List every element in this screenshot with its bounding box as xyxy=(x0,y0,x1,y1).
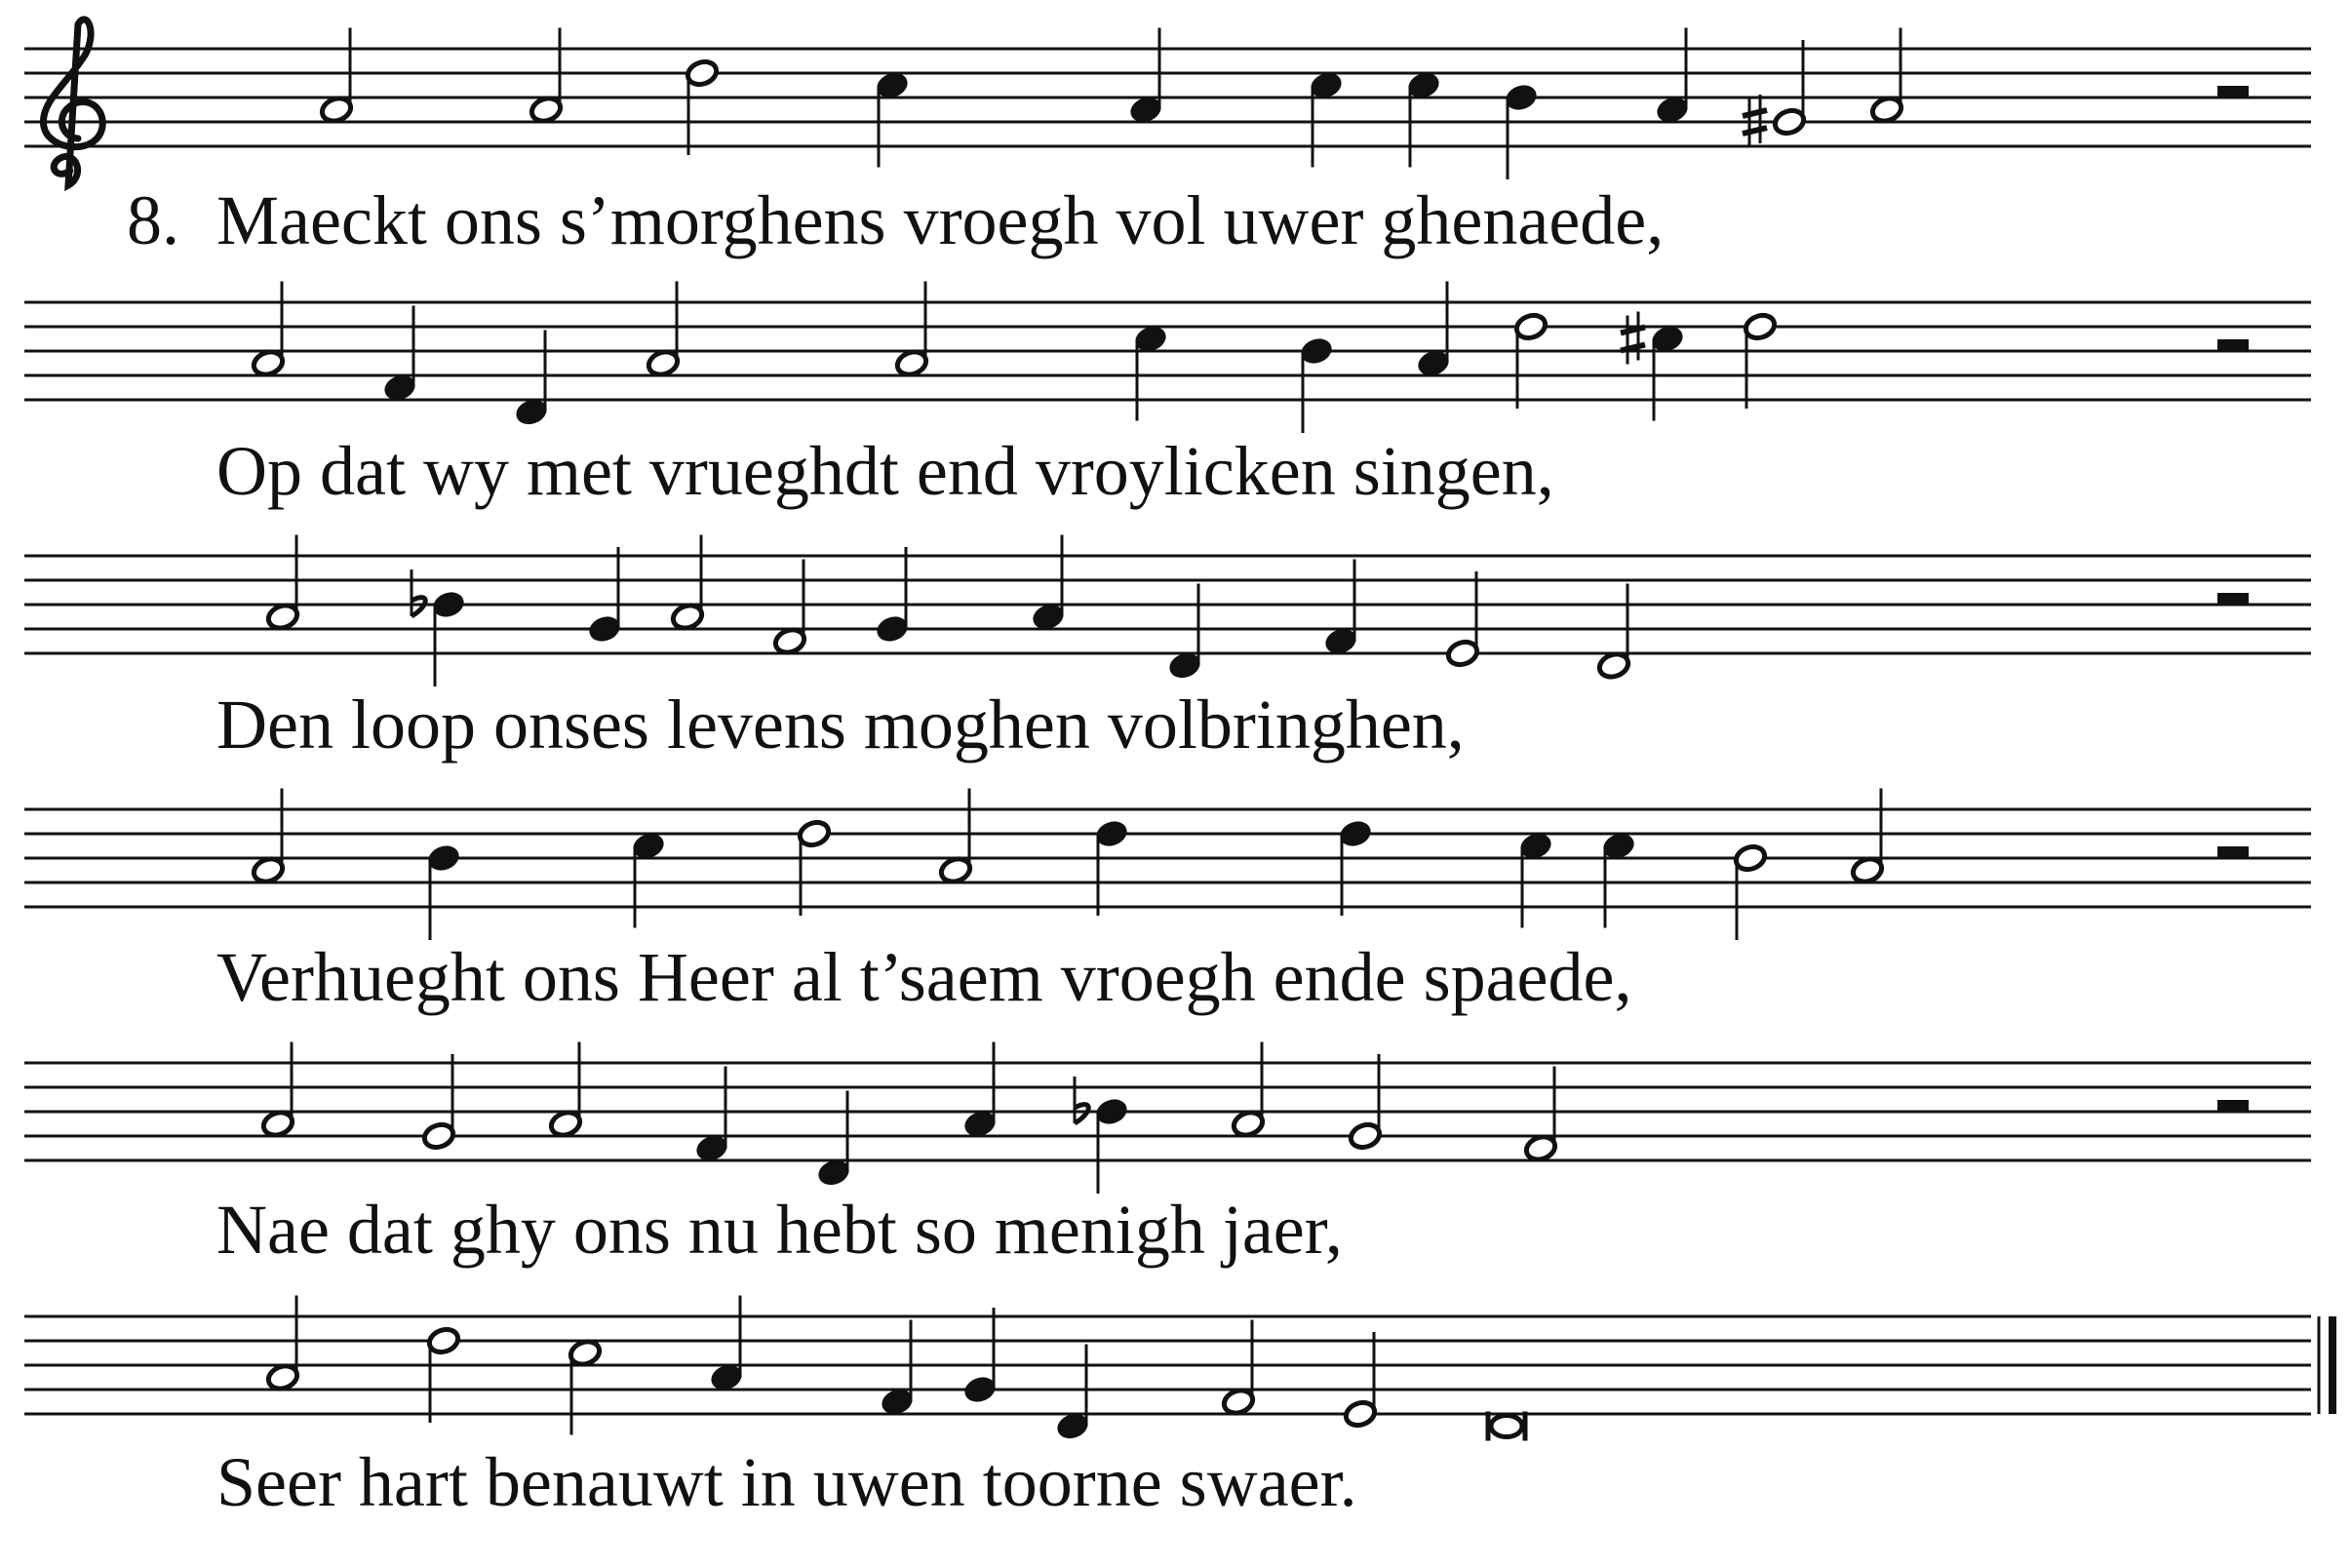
half-rest xyxy=(2217,86,2249,98)
lyric-line-1: Maeckt ons s’morghens vroegh vol uwer ghenaede, xyxy=(216,181,1665,259)
lyric-line-6: Seer hart benauwt in uwen toorne swaer. xyxy=(216,1443,1357,1521)
breve-note xyxy=(1491,1416,1522,1437)
sharp-icon xyxy=(1621,312,1645,365)
half-rest xyxy=(2217,593,2249,605)
half-rest xyxy=(2217,339,2249,351)
verse-number: 8. xyxy=(127,181,179,259)
treble-clef-path xyxy=(43,20,102,185)
flat-bowl xyxy=(1075,1105,1088,1123)
sharp-bar xyxy=(1743,110,1767,116)
lyric-line-3: Den loop onses levens moghen volbringhen, xyxy=(216,686,1465,764)
lyric-line-4: Verhueght ons Heer al t’saem vroegh ende spaede, xyxy=(216,938,1632,1016)
flat-icon xyxy=(412,569,425,616)
half-rest xyxy=(2217,1100,2249,1112)
lyric-line-5: Nae dat ghy ons nu hebt so menigh jaer, xyxy=(216,1191,1343,1269)
flat-icon xyxy=(1075,1077,1088,1123)
flat-bowl xyxy=(412,598,425,616)
lyric-line-2: Op dat wy met vrueghdt end vroylicken singen, xyxy=(216,432,1554,510)
sharp-bar xyxy=(1743,128,1767,134)
half-rest xyxy=(2217,846,2249,858)
treble-clef-icon xyxy=(43,20,102,185)
